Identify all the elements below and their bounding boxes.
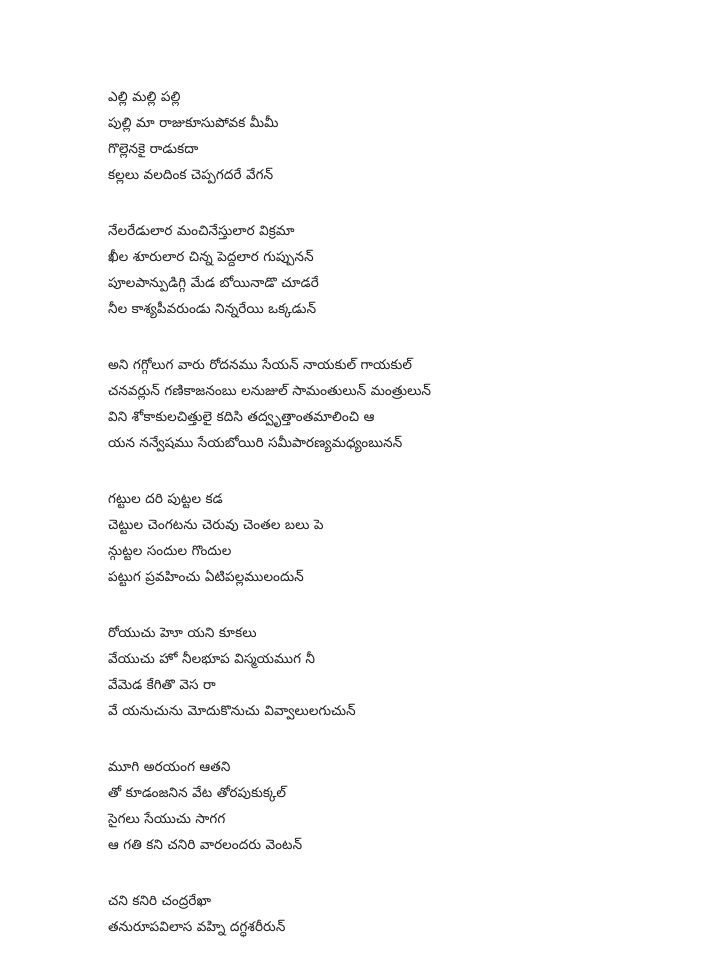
stanza-2 [108, 218, 708, 322]
poem-line: పూలపాన్పుడిగ్గి మేడ బోయినాడొ చూడరే [108, 275, 319, 291]
stanza-6 [108, 754, 708, 858]
poem-line: చెట్టుల చెంగటను చెరువు చెంతల బలు పె [108, 517, 324, 533]
poem-line: పుల్లి మా రాజుకూసుపోవక మీమీ [108, 115, 279, 131]
poem-line: వేయుచు హో నీలభూప విస్మయముగ నీ [108, 651, 316, 667]
poem-line: రోయుచు హెూ యని కూకలు [108, 625, 257, 641]
stanza-5 [108, 620, 708, 724]
poem-line: పట్టుగ ప్రవహించు ఏటిపల్లములందున్ [108, 569, 304, 585]
poem-line: కల్లలు వలదింక చెప్పగదరే వేగన్ [108, 167, 274, 183]
poem-line: యన నన్వేషము సేయబోయిరి సమీపారణ్యమధ్యంబునన్ [108, 435, 403, 451]
poem-line: వేమెడ కేగితొ వెస రా [108, 677, 216, 693]
poem-line: చనవర్లున్ గణికాజనంబు లనుజుల్ సామంతులున్ మంత్రులున్ [108, 383, 432, 399]
poem-line: విని శోకాకులచిత్తులై కదిసి తద్వృత్తాంతమాలించి ఆ [108, 409, 375, 425]
poem-line: ఖీల శూరులార చిన్న పెద్దలార గుప్పునన్ [108, 249, 314, 265]
stanza-4 [108, 486, 708, 590]
poem-line: మూగి అరయంగ ఆతని [108, 759, 231, 775]
stanza-1 [108, 84, 708, 188]
poem-line: న్గుట్టల సందుల గొందుల [108, 543, 232, 559]
poem-line: తనురూపవిలాస వహ్ని దగ్ధశరీరున్ [108, 919, 286, 935]
poem-line: గొల్లెనకై రాడుకదా [108, 141, 199, 157]
poem-line: నీల కాశ్యపీవరుండు నిన్నరేయి ఒక్కడున్ [108, 301, 317, 317]
poem-line: ఆ గతి కని చనిరి వారలందరు వెంటన్ [108, 837, 303, 853]
poem-line: గట్టుల దరి పుట్టల కడ [108, 491, 223, 507]
poem-line: చని కనిరి చంద్రరేఖా [108, 893, 212, 909]
poem-line: అని గగ్గోలుగ వారు రోదనము సేయన్ నాయకుల్ గాయకుల్ [108, 357, 413, 373]
poem-line: వే యనుచును మోదుకొనుచు వివ్వాలులగుచున్ [108, 703, 356, 719]
stanza-7 [108, 888, 708, 940]
stanza-3 [108, 352, 708, 456]
poem-line: తో కూడంజనిన వేట తోరపుకుక్కల్ [108, 785, 287, 801]
poem-line: నేలరేడులార మంచినేస్తులార విక్రమా [108, 223, 295, 239]
poem-page [108, 84, 708, 970]
poem-line: సైగలు సేయుచు సాగగ [108, 811, 226, 827]
poem-line: ఎల్లి మల్లి పల్లి [108, 89, 181, 105]
